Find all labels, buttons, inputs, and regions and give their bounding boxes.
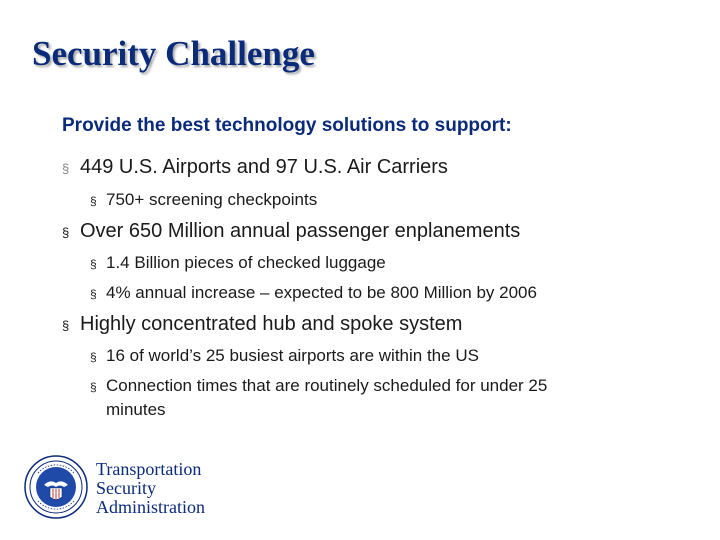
bullet-marker: § (62, 225, 70, 240)
bullet-text: 4% annual increase – expected to be 800 Million by 2006 (106, 283, 537, 302)
bullet-item (62, 156, 448, 179)
dhs-seal-icon (24, 455, 88, 519)
bullet-item (62, 313, 462, 336)
bullet-marker: § (62, 161, 70, 176)
bullet-marker: § (90, 350, 97, 364)
wordmark-line: Administration (96, 497, 205, 517)
sub-bullet-item (90, 346, 479, 366)
bullet-marker: § (90, 257, 97, 271)
bullet-text: Connection times that are routinely scheduled for under 25 (106, 376, 548, 395)
bullet-text: 16 of world’s 25 busiest airports are within the US (106, 346, 479, 365)
bullet-text: minutes (106, 400, 166, 419)
sub-bullet-item (90, 376, 547, 396)
sub-bullet-continuation (90, 400, 166, 420)
bullet-marker: § (90, 287, 97, 301)
bullet-item (62, 220, 520, 243)
bullet-text: Highly concentrated hub and spoke system (80, 313, 463, 335)
bullet-text: 1.4 Billion pieces of checked luggage (106, 253, 386, 272)
bullet-marker: § (90, 380, 97, 394)
intro-heading: Provide the best technology solutions to support: (62, 115, 512, 136)
bullet-marker: § (90, 194, 97, 208)
sub-bullet-item (90, 253, 386, 273)
wordmark-line: Security (96, 478, 156, 498)
sub-bullet-item (90, 190, 317, 210)
tsa-logo (24, 455, 224, 519)
tsa-wordmark (96, 460, 205, 517)
bullet-marker: § (62, 318, 70, 333)
bullet-text: 449 U.S. Airports and 97 U.S. Air Carriers (80, 156, 448, 178)
slide-title: Security Challenge (32, 34, 315, 73)
sub-bullet-item (90, 283, 537, 303)
wordmark-line: Transportation (96, 459, 202, 479)
bullet-text: Over 650 Million annual passenger enplanements (80, 220, 521, 242)
bullet-text: 750+ screening checkpoints (106, 190, 318, 209)
